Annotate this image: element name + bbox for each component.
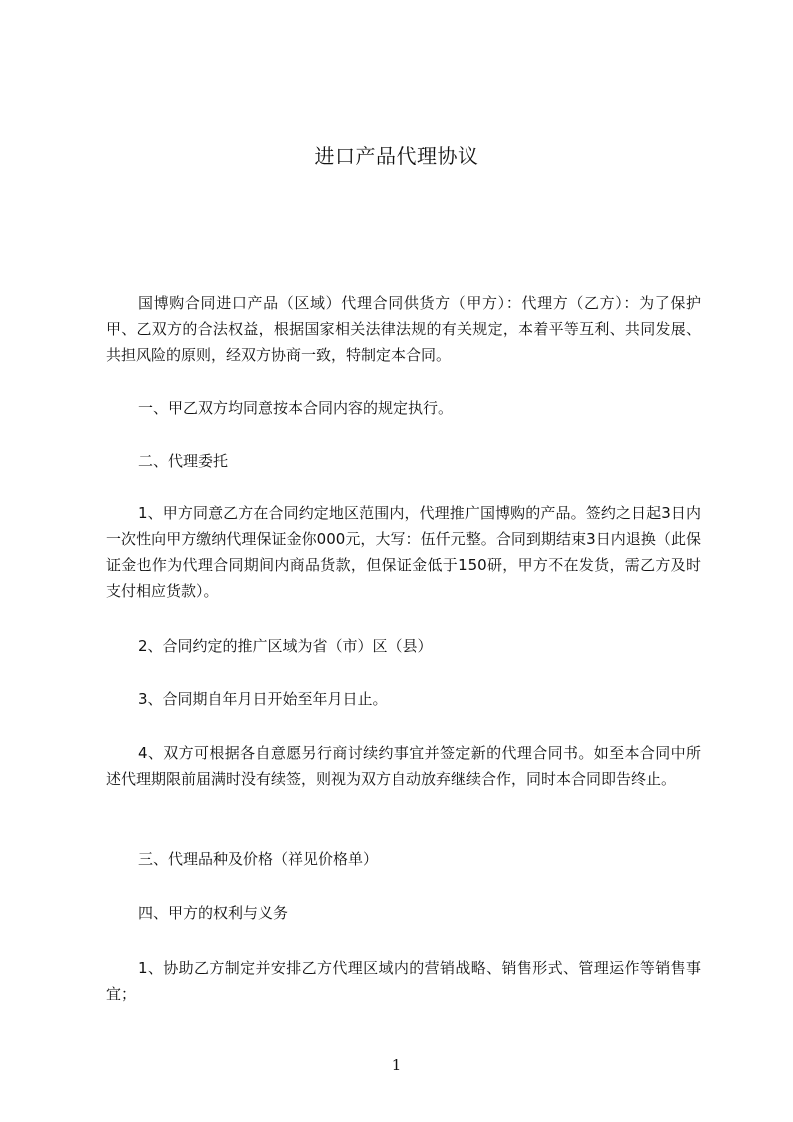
paragraph-section-4-heading: 四、甲方的权利与义务 (138, 904, 289, 922)
paragraph-clause-2-2: 2、合同约定的推广区域为省（市）区（县） (138, 637, 433, 655)
paragraph-clause-2-4: 4、双方可根据各自意愿另行商讨续约事宜并签定新的代理合同书。如至本合同中所述代理期限前届满时没有续签，则视为双方自动放弃继续合作，同时本合同即告终止。 (106, 744, 701, 788)
paragraph-preamble: 国博购合同进口产品（区域）代理合同供货方（甲方）：代理方（乙方）：为了保护甲、乙双方的合法权益，根据国家相关法律法规的有关规定，本着平等互利、共同发展、共担风险的原则，经双方协商一致，特制定本合同。 (106, 294, 701, 364)
paragraph-clause-4-1: 1、协助乙方制定并安排乙方代理区域内的营销战略、销售形式、管理运作等销售事宜； (106, 959, 701, 1003)
page-number: 1 (391, 1056, 402, 1074)
paragraph-section-1: 一、甲乙双方均同意按本合同内容的规定执行。 (138, 399, 454, 417)
paragraph-clause-2-1: 1、甲方同意乙方在合同约定地区范围内，代理推广国博购的产品。签约之日起3日内一次性向甲方缴纳代理保证金你000元，大写：伍仟元整。合同到期结束3日内退换（此保证金也作为代理合同期间内商品货款，但保证金低于150研，甲方不在发货，需乙方及时支付相应货款）。 (106, 504, 701, 600)
paragraph-section-3-heading: 三、代理品种及价格（祥见价格单） (138, 850, 379, 868)
paragraph-clause-2-3: 3、合同期自年月日开始至年月日止。 (138, 690, 388, 708)
paragraph-section-2-heading: 二、代理委托 (138, 452, 229, 470)
document-title: 进口产品代理协议 (314, 144, 479, 168)
